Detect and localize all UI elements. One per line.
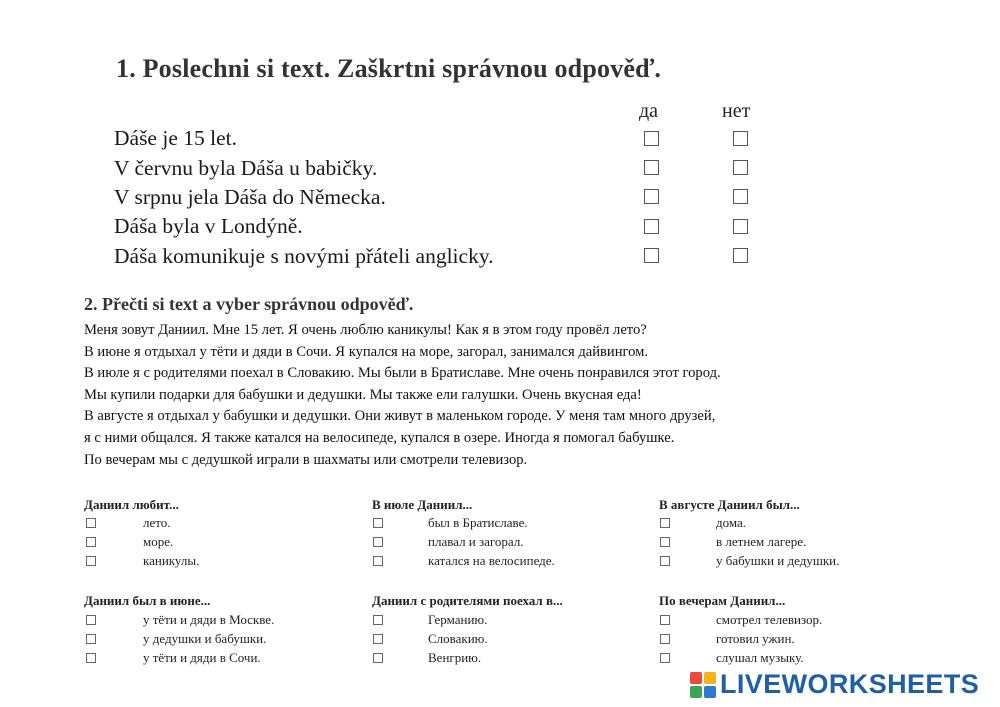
option-label: у дедушки и бабушки.	[143, 631, 267, 646]
exercise-1-title: 1. Poslechni si text. Zaškrtni správnou odpověď.	[116, 54, 662, 83]
reading-line-3: В июле я с родителями поехал в Словакию. Мы были в Братиславе. Мне очень понравился этот город.	[84, 365, 721, 382]
option-label: смотрел телевизор.	[716, 612, 823, 627]
option-checkbox[interactable]	[373, 653, 383, 663]
statement-5-yes-checkbox[interactable]	[644, 248, 659, 263]
option-label: Словакию.	[428, 631, 488, 646]
reading-line-5: В августе я отдыхал у бабушки и дедушки. Они живут в маленьком городе. У меня там много друзей,	[84, 408, 716, 425]
option-label: у тёти и дяди в Москве.	[143, 612, 275, 627]
question-title: В июле Даниил...	[372, 497, 473, 512]
statement-2-no-checkbox[interactable]	[733, 160, 748, 175]
option-label: море.	[143, 534, 174, 549]
option-checkbox[interactable]	[86, 634, 96, 644]
option-label: лето.	[143, 515, 171, 530]
statement-5-no-checkbox[interactable]	[733, 248, 748, 263]
column-no-header: нет	[722, 100, 751, 122]
column-yes-header: да	[639, 100, 659, 122]
option-label: в летнем лагере.	[716, 534, 807, 549]
option-label: Германию.	[428, 612, 488, 627]
statement-3-no-checkbox[interactable]	[733, 189, 748, 204]
statement-2: V červnu byla Dáša u babičky.	[114, 156, 378, 180]
reading-line-2: В июне я отдыхал у тёти и дяди в Сочи. Я купался на море, загорал, занимался дайвингом.	[84, 343, 649, 360]
option-checkbox[interactable]	[86, 653, 96, 663]
statement-4-yes-checkbox[interactable]	[644, 219, 659, 234]
option-checkbox[interactable]	[86, 537, 96, 547]
option-checkbox[interactable]	[373, 615, 383, 625]
liveworksheets-logo	[690, 669, 979, 700]
question-title: Даниил был в июне...	[84, 593, 211, 608]
option-checkbox[interactable]	[373, 518, 383, 528]
option-label: Венгрию.	[428, 650, 482, 665]
liveworksheets-logo-icon	[690, 672, 716, 698]
option-checkbox[interactable]	[660, 653, 670, 663]
option-checkbox[interactable]	[373, 556, 383, 566]
statement-5: Dáša komunikuje s novými přáteli anglicky.	[114, 244, 494, 268]
reading-text	[84, 320, 721, 471]
question-title: По вечерам Даниил...	[659, 593, 786, 608]
option-label: каникулы.	[143, 553, 200, 568]
option-checkbox[interactable]	[660, 634, 670, 644]
option-checkbox[interactable]	[660, 556, 670, 566]
exercise-2-title: 2. Přečti si text a vyber správnou odpověď.	[84, 294, 414, 314]
statement-1-no-checkbox[interactable]	[733, 131, 748, 146]
option-checkbox[interactable]	[660, 518, 670, 528]
option-label: готовил ужин.	[716, 631, 795, 646]
option-checkbox[interactable]	[373, 634, 383, 644]
option-label: слушал музыку.	[716, 650, 804, 665]
statement-3: V srpnu jela Dáša do Německa.	[114, 185, 386, 209]
reading-line-6: я с ними общался. Я также катался на велосипеде, купался в озере. Иногда я помогал бабушке.	[84, 429, 675, 446]
question-title: Даниил любит...	[84, 497, 179, 512]
statement-4-no-checkbox[interactable]	[733, 219, 748, 234]
reading-line-4: Мы купили подарки для бабушки и дедушки. Мы также ели галушки. Очень вкусная еда!	[84, 386, 642, 403]
statement-2-yes-checkbox[interactable]	[644, 160, 659, 175]
option-label: дома.	[716, 515, 747, 530]
option-label: плавал и загорал.	[428, 534, 524, 549]
option-label: у тёти и дяди в Сочи.	[143, 650, 261, 665]
liveworksheets-logo-text: LIVEWORKSHEETS	[720, 669, 980, 699]
option-checkbox[interactable]	[373, 537, 383, 547]
option-checkbox[interactable]	[86, 556, 96, 566]
statement-1-yes-checkbox[interactable]	[644, 131, 659, 146]
statement-1: Dáše je 15 let.	[114, 126, 237, 150]
option-checkbox[interactable]	[660, 537, 670, 547]
option-label: был в Братиславе.	[428, 515, 528, 530]
option-checkbox[interactable]	[86, 615, 96, 625]
option-label: у бабушки и дедушки.	[716, 553, 840, 568]
option-checkbox[interactable]	[660, 615, 670, 625]
option-label: катался на велосипеде.	[428, 553, 555, 568]
option-checkbox[interactable]	[86, 518, 96, 528]
statement-4: Dáša byla v Londýně.	[114, 214, 303, 238]
statement-3-yes-checkbox[interactable]	[644, 189, 659, 204]
reading-line-7: По вечерам мы с дедушкой играли в шахматы или смотрели телевизор.	[84, 451, 528, 468]
reading-line-1: Меня зовут Даниил. Мне 15 лет. Я очень люблю каникулы! Как я в этом году провёл лето?	[84, 322, 647, 338]
question-title: Даниил с родителями поехал в...	[372, 593, 563, 608]
question-title: В августе Даниил был...	[659, 497, 800, 512]
